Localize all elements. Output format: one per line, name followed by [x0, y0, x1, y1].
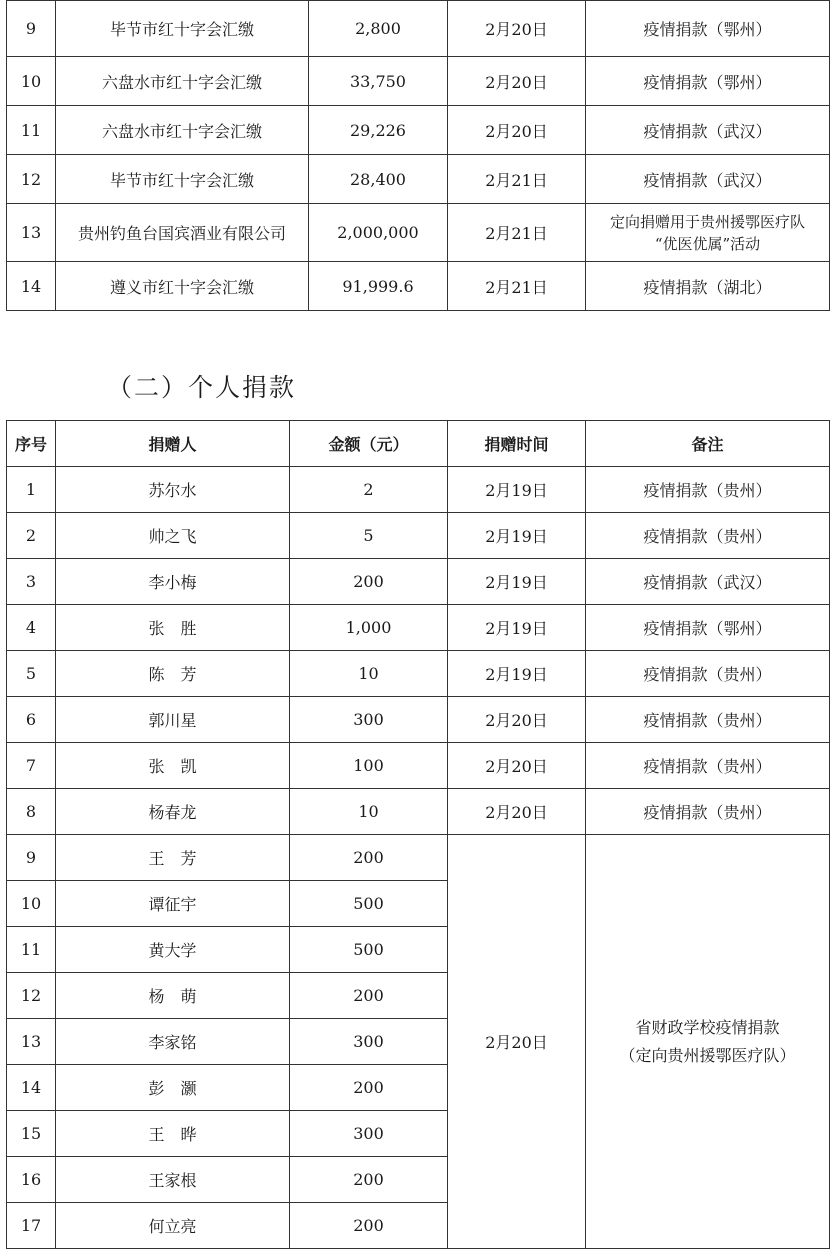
donation-note: 疫情捐款（武汉） — [586, 559, 830, 605]
table-row — [7, 743, 830, 789]
row-number: 14 — [7, 1065, 56, 1111]
table-row — [7, 204, 830, 262]
table-row — [7, 467, 830, 513]
header-donor: 捐赠人 — [56, 421, 290, 467]
donor-name: 李小梅 — [56, 559, 290, 605]
donation-note: 疫情捐款（贵州） — [586, 697, 830, 743]
donor-name: 王家根 — [56, 1157, 290, 1203]
donor-name: 毕节市红十字会汇缴 — [56, 1, 309, 57]
table-row — [7, 559, 830, 605]
donor-name: 六盘水市红十字会汇缴 — [56, 57, 309, 106]
donation-amount: 5 — [290, 513, 448, 559]
donor-name: 遵义市红十字会汇缴 — [56, 262, 309, 311]
header-note: 备注 — [586, 421, 830, 467]
table-row — [7, 57, 830, 106]
organization-donation-table — [6, 0, 830, 311]
row-number: 16 — [7, 1157, 56, 1203]
header-number: 序号 — [7, 421, 56, 467]
row-number: 1 — [7, 467, 56, 513]
donation-amount: 28,400 — [309, 155, 448, 204]
group-donation-note — [586, 835, 830, 1249]
donation-note: 疫情捐款（鄂州） — [586, 605, 830, 651]
donation-amount: 91,999.6 — [309, 262, 448, 311]
table-row — [7, 697, 830, 743]
table-row — [7, 106, 830, 155]
donor-name: 毕节市红十字会汇缴 — [56, 155, 309, 204]
row-number: 6 — [7, 697, 56, 743]
note-line-2: “优医优属”活动 — [654, 234, 761, 253]
row-number: 7 — [7, 743, 56, 789]
donation-amount: 29,226 — [309, 106, 448, 155]
donation-amount: 300 — [290, 1111, 448, 1157]
donation-note: 疫情捐款（贵州） — [586, 651, 830, 697]
donation-note: 疫情捐款（武汉） — [586, 106, 830, 155]
donation-note: 疫情捐款（贵州） — [586, 743, 830, 789]
donor-name: 张 胜 — [56, 605, 290, 651]
table-row — [7, 789, 830, 835]
donation-amount: 200 — [290, 1203, 448, 1249]
donor-name: 谭征宇 — [56, 881, 290, 927]
donation-date: 2月20日 — [448, 697, 586, 743]
donation-amount: 200 — [290, 1065, 448, 1111]
donation-amount: 10 — [290, 789, 448, 835]
donation-date: 2月19日 — [448, 559, 586, 605]
group-note-line-1: 省财政学校疫情捐款 — [635, 1017, 780, 1037]
donor-name: 杨 萌 — [56, 973, 290, 1019]
donation-amount: 2 — [290, 467, 448, 513]
donation-date: 2月20日 — [448, 1, 586, 57]
row-number: 5 — [7, 651, 56, 697]
donation-amount: 300 — [290, 697, 448, 743]
row-number: 11 — [7, 927, 56, 973]
donation-amount: 200 — [290, 1157, 448, 1203]
donor-name: 王 晔 — [56, 1111, 290, 1157]
donation-note: 疫情捐款（鄂州） — [586, 57, 830, 106]
row-number: 8 — [7, 789, 56, 835]
donor-name: 王 芳 — [56, 835, 290, 881]
donation-date: 2月20日 — [448, 57, 586, 106]
donation-note: 疫情捐款（贵州） — [586, 789, 830, 835]
donation-date: 2月20日 — [448, 743, 586, 789]
donation-date: 2月21日 — [448, 262, 586, 311]
header-date: 捐赠时间 — [448, 421, 586, 467]
donor-name: 张 凯 — [56, 743, 290, 789]
table-header-row — [7, 421, 830, 467]
header-amount: 金额（元） — [290, 421, 448, 467]
donation-amount: 500 — [290, 881, 448, 927]
row-number: 9 — [7, 835, 56, 881]
table-row — [7, 651, 830, 697]
row-number: 10 — [7, 881, 56, 927]
section-title: （二）个人捐款 — [107, 373, 297, 402]
donation-date: 2月19日 — [448, 513, 586, 559]
donor-name: 六盘水市红十字会汇缴 — [56, 106, 309, 155]
donor-name: 贵州钓鱼台国宾酒业有限公司 — [56, 204, 309, 262]
table-row — [7, 605, 830, 651]
donation-amount: 200 — [290, 559, 448, 605]
table-row — [7, 155, 830, 204]
row-number: 2 — [7, 513, 56, 559]
row-number: 3 — [7, 559, 56, 605]
row-number: 12 — [7, 973, 56, 1019]
donation-note: 疫情捐款（贵州） — [586, 513, 830, 559]
row-number: 10 — [7, 57, 56, 106]
donation-amount: 200 — [290, 835, 448, 881]
row-number: 13 — [7, 204, 56, 262]
row-number: 11 — [7, 106, 56, 155]
donation-date: 2月21日 — [448, 204, 586, 262]
donation-amount: 500 — [290, 927, 448, 973]
donation-date: 2月21日 — [448, 155, 586, 204]
row-number: 9 — [7, 1, 56, 57]
donor-name: 何立亮 — [56, 1203, 290, 1249]
donation-amount: 200 — [290, 973, 448, 1019]
donation-date: 2月19日 — [448, 605, 586, 651]
table-row — [7, 1, 830, 57]
donation-amount: 33,750 — [309, 57, 448, 106]
row-number: 13 — [7, 1019, 56, 1065]
table-row — [7, 262, 830, 311]
donation-note: 疫情捐款（鄂州） — [586, 1, 830, 57]
donor-name: 彭 灏 — [56, 1065, 290, 1111]
donor-name: 黄大学 — [56, 927, 290, 973]
table-row — [7, 513, 830, 559]
donor-name: 苏尔水 — [56, 467, 290, 513]
donation-amount: 1,000 — [290, 605, 448, 651]
donor-name: 陈 芳 — [56, 651, 290, 697]
group-donation-date: 2月20日 — [448, 835, 586, 1249]
row-number: 12 — [7, 155, 56, 204]
donation-note: 疫情捐款（湖北） — [586, 262, 830, 311]
donation-date: 2月19日 — [448, 467, 586, 513]
donation-note: 疫情捐款（武汉） — [586, 155, 830, 204]
donation-note: 疫情捐款（贵州） — [586, 467, 830, 513]
note-line-1: 定向捐赠用于贵州援鄂医疗队 — [609, 212, 805, 231]
donor-name: 郭川星 — [56, 697, 290, 743]
row-number: 4 — [7, 605, 56, 651]
donation-amount: 10 — [290, 651, 448, 697]
donation-date: 2月20日 — [448, 106, 586, 155]
donor-name: 帅之飞 — [56, 513, 290, 559]
donation-date: 2月20日 — [448, 789, 586, 835]
donation-date: 2月19日 — [448, 651, 586, 697]
donor-name: 杨春龙 — [56, 789, 290, 835]
individual-donation-table — [6, 420, 830, 1249]
donation-note — [586, 204, 830, 262]
row-number: 15 — [7, 1111, 56, 1157]
row-number: 17 — [7, 1203, 56, 1249]
group-note-line-2: （定向贵州援鄂医疗队） — [619, 1045, 796, 1065]
table-row — [7, 835, 830, 881]
donation-amount: 2,000,000 — [309, 204, 448, 262]
row-number: 14 — [7, 262, 56, 311]
donation-amount: 300 — [290, 1019, 448, 1065]
donation-amount: 2,800 — [309, 1, 448, 57]
donor-name: 李家铭 — [56, 1019, 290, 1065]
donation-amount: 100 — [290, 743, 448, 789]
